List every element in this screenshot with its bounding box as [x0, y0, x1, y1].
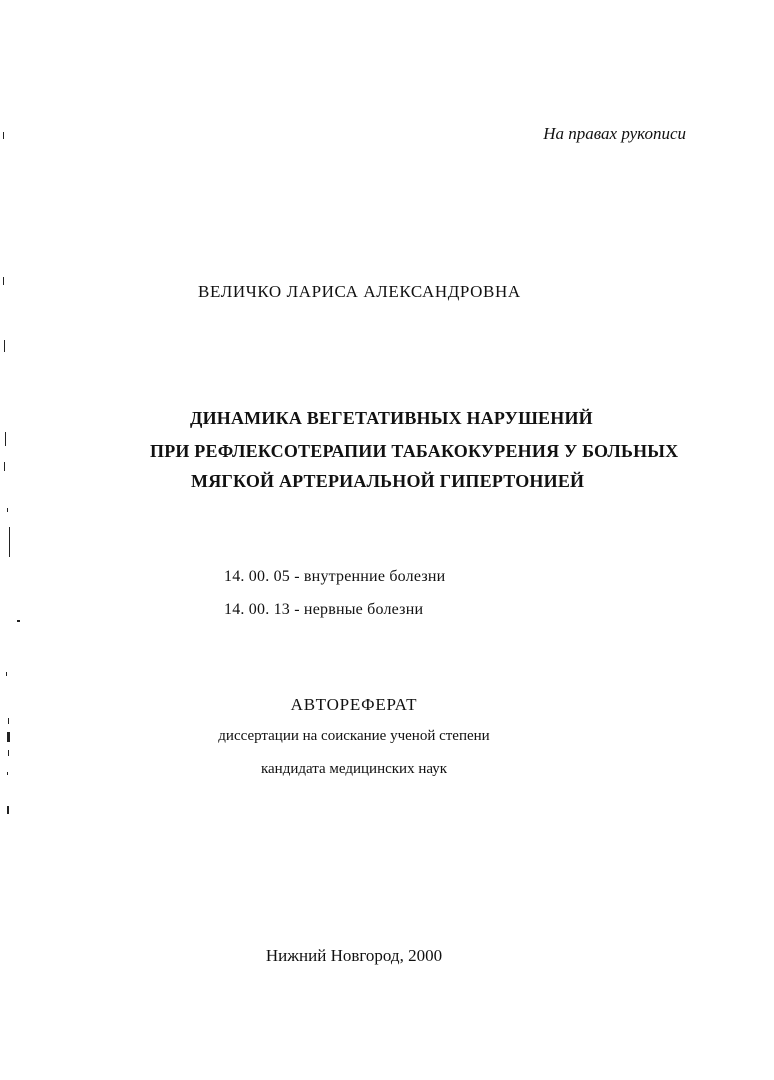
scan-speck — [8, 750, 9, 756]
specialty-internal-diseases: 14. 00. 05 - внутренние болезни — [224, 568, 446, 585]
specialty-nervous-diseases: 14. 00. 13 - нервные болезни — [224, 601, 424, 618]
title-line-1: ДИНАМИКА ВЕГЕТАТИВНЫХ НАРУШЕНИЙ — [190, 408, 593, 428]
scan-speck — [17, 620, 20, 622]
degree-line-2: кандидата медицинских наук — [260, 761, 448, 777]
scan-speck — [7, 732, 10, 742]
scan-speck — [8, 718, 9, 724]
scan-speck — [4, 462, 5, 471]
manuscript-note: На правах рукописи — [543, 124, 686, 143]
document-type: АВТОРЕФЕРАТ — [290, 695, 418, 714]
scan-speck — [7, 806, 9, 814]
scan-speck — [5, 432, 6, 446]
scan-speck — [3, 277, 4, 285]
scan-speck — [3, 132, 4, 139]
scan-speck — [4, 340, 5, 352]
place-and-year: Нижний Новгород, 2000 — [265, 946, 443, 965]
scan-speck — [6, 672, 7, 676]
degree-line-1: диссертации на соискание ученой степени — [218, 728, 490, 744]
author-name: ВЕЛИЧКО ЛАРИСА АЛЕКСАНДРОВНА — [198, 282, 521, 301]
title-line-2: ПРИ РЕФЛЕКСОТЕРАПИИ ТАБАКОКУРЕНИЯ У БОЛЬНЫХ — [150, 441, 679, 461]
scan-speck — [7, 508, 8, 512]
scan-speck — [7, 772, 8, 775]
title-line-3: МЯГКОЙ АРТЕРИАЛЬНОЙ ГИПЕРТОНИЕЙ — [191, 471, 585, 491]
scan-line — [9, 527, 10, 557]
